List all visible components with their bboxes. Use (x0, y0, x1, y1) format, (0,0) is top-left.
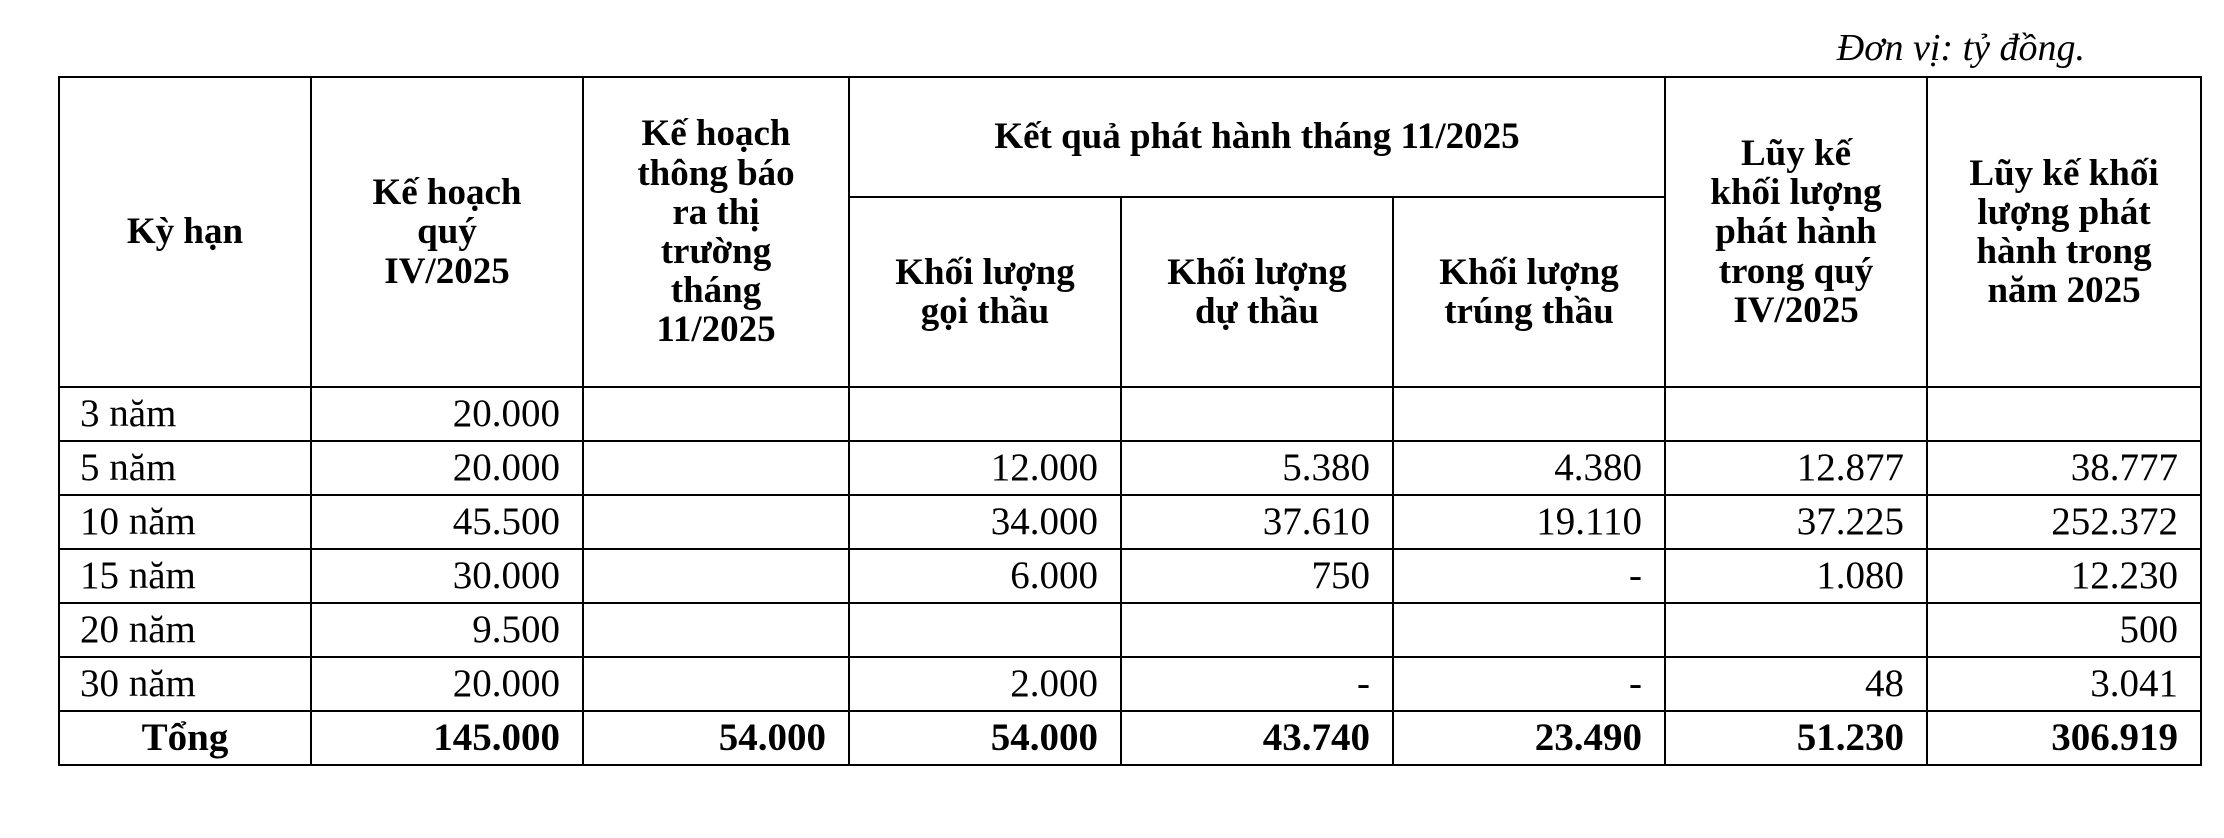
header-offered: Khối lượng gọi thầu (849, 197, 1121, 387)
cell-cumulative-quarter: 12.877 (1665, 441, 1927, 495)
cell-quarter-plan: 9.500 (311, 603, 583, 657)
cell-total-offered: 54.000 (849, 711, 1121, 765)
cell-quarter-plan: 30.000 (311, 549, 583, 603)
cell-cumulative-quarter: 48 (1665, 657, 1927, 711)
header-term: Kỳ hạn (59, 77, 311, 387)
cell-cumulative-year: 500 (1927, 603, 2201, 657)
cell-market-plan (583, 441, 849, 495)
cell-total-quarter-plan: 145.000 (311, 711, 583, 765)
cell-won (1393, 387, 1665, 441)
cell-total-cumulative-quarter: 51.230 (1665, 711, 1927, 765)
cell-total-won: 23.490 (1393, 711, 1665, 765)
header-market-plan: Kế hoạch thông báo ra thị trường tháng 11/2025 (583, 77, 849, 387)
cell-market-plan (583, 549, 849, 603)
cell-won: - (1393, 657, 1665, 711)
cell-offered: 6.000 (849, 549, 1121, 603)
cell-total-market-plan: 54.000 (583, 711, 849, 765)
header-row-top (59, 77, 2201, 197)
cell-offered (849, 603, 1121, 657)
cell-offered: 12.000 (849, 441, 1121, 495)
cell-term: 10 năm (59, 495, 311, 549)
header-cumulative-quarter: Lũy kế khối lượng phát hành trong quý IV/2025 (1665, 77, 1927, 387)
cell-term: 3 năm (59, 387, 311, 441)
cell-cumulative-year: 38.777 (1927, 441, 2201, 495)
cell-quarter-plan: 20.000 (311, 387, 583, 441)
cell-term: 20 năm (59, 603, 311, 657)
cell-quarter-plan: 20.000 (311, 657, 583, 711)
cell-offered (849, 387, 1121, 441)
cell-won (1393, 603, 1665, 657)
cell-cumulative-quarter (1665, 603, 1927, 657)
unit-note: Đơn vị: tỷ đồng. (1836, 27, 2085, 69)
cell-bid (1121, 603, 1393, 657)
cell-total-cumulative-year: 306.919 (1927, 711, 2201, 765)
cell-bid (1121, 387, 1393, 441)
header-quarter-plan: Kế hoạch quý IV/2025 (311, 77, 583, 387)
cell-total-label: Tổng (59, 711, 311, 765)
cell-won: 4.380 (1393, 441, 1665, 495)
cell-quarter-plan: 20.000 (311, 441, 583, 495)
cell-market-plan (583, 387, 849, 441)
cell-cumulative-year: 12.230 (1927, 549, 2201, 603)
table-row (59, 549, 2201, 603)
cell-bid: - (1121, 657, 1393, 711)
table-row (59, 441, 2201, 495)
cell-total-bid: 43.740 (1121, 711, 1393, 765)
table-row (59, 657, 2201, 711)
cell-cumulative-year: 3.041 (1927, 657, 2201, 711)
header-won: Khối lượng trúng thầu (1393, 197, 1665, 387)
bond-issuance-table (58, 76, 2202, 766)
total-row (59, 711, 2201, 765)
cell-cumulative-quarter: 37.225 (1665, 495, 1927, 549)
cell-bid: 5.380 (1121, 441, 1393, 495)
cell-bid: 37.610 (1121, 495, 1393, 549)
cell-quarter-plan: 45.500 (311, 495, 583, 549)
cell-term: 5 năm (59, 441, 311, 495)
header-result-group: Kết quả phát hành tháng 11/2025 (849, 77, 1665, 197)
cell-market-plan (583, 603, 849, 657)
cell-won: - (1393, 549, 1665, 603)
cell-cumulative-year (1927, 387, 2201, 441)
cell-market-plan (583, 495, 849, 549)
table-row (59, 603, 2201, 657)
table-row (59, 495, 2201, 549)
cell-cumulative-quarter: 1.080 (1665, 549, 1927, 603)
cell-won: 19.110 (1393, 495, 1665, 549)
cell-offered: 2.000 (849, 657, 1121, 711)
cell-cumulative-quarter (1665, 387, 1927, 441)
header-cumulative-year: Lũy kế khối lượng phát hành trong năm 2025 (1927, 77, 2201, 387)
table-row (59, 387, 2201, 441)
table-body (59, 387, 2201, 765)
cell-term: 15 năm (59, 549, 311, 603)
header-bid: Khối lượng dự thầu (1121, 197, 1393, 387)
cell-offered: 34.000 (849, 495, 1121, 549)
cell-bid: 750 (1121, 549, 1393, 603)
cell-cumulative-year: 252.372 (1927, 495, 2201, 549)
cell-term: 30 năm (59, 657, 311, 711)
cell-market-plan (583, 657, 849, 711)
